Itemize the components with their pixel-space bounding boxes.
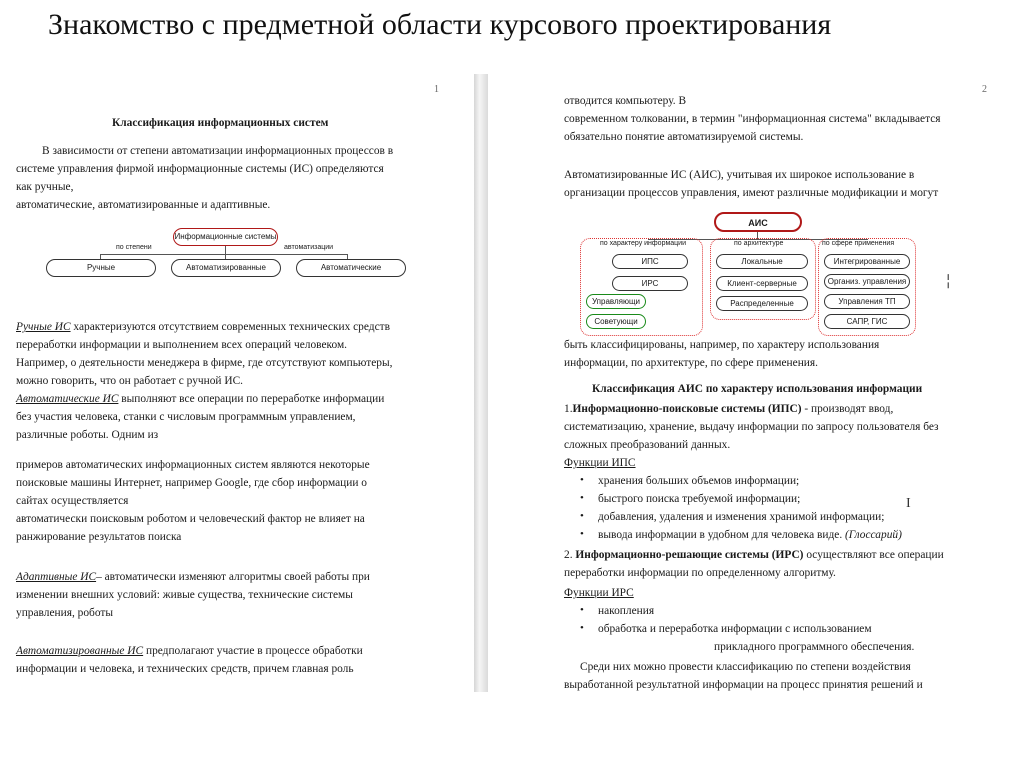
paragraph-line: различные роботы. Одним из	[16, 429, 159, 441]
page-divider	[474, 74, 488, 692]
paragraph-line: переработки информации и выполнением всех операций человеком.	[16, 339, 348, 351]
diagram-node: Организ. управления	[824, 274, 910, 289]
term: Информационно-решающие системы (ИРС)	[575, 549, 804, 561]
paragraph-line: без участия человека, станки с числовым программным управлением,	[16, 411, 356, 423]
paragraph-line: современном толковании, в термин "информационная система" вкладывается	[564, 113, 941, 125]
bullet-icon: •	[580, 492, 584, 504]
diagram-root-node: Информационные системы	[173, 228, 278, 246]
diagram-node-green: Управляющи	[586, 294, 646, 309]
paragraph-line: Среди них можно провести классификацию по степени воздействия	[580, 661, 911, 673]
diagram-label: по степени	[116, 244, 152, 251]
connector-line	[225, 246, 226, 254]
text-cursor-icon: ╎	[944, 275, 953, 290]
list-item: обработка и переработка информации с использованием	[598, 623, 872, 635]
paragraph-line: как ручные,	[16, 181, 74, 193]
diagram-node: Автоматизированные	[171, 259, 281, 277]
paragraph-line: Автоматизированные ИС (АИС), учитывая их широкое использование в	[564, 169, 915, 181]
list-item: накопления	[598, 605, 655, 617]
paragraph-line: автоматически поисковым роботом и человеческий фактор не влияет на	[16, 513, 365, 525]
document-page-right	[488, 78, 1016, 693]
diagram-node: Локальные	[716, 254, 808, 269]
term: Ручные ИС	[16, 321, 71, 333]
paragraph-line: обязательно понятие автоматизируемой системы.	[564, 131, 804, 143]
paragraph-line: отводится компьютеру. В	[564, 95, 687, 107]
list-item: добавления, удаления и изменения хранимой информации;	[598, 511, 885, 523]
list-item-continuation: прикладного программного обеспечения.	[714, 641, 915, 653]
diagram-node: Интегрированные	[824, 254, 910, 269]
paragraph-line: В зависимости от степени автоматизации информационных процессов в	[42, 145, 394, 157]
bullet-icon: •	[580, 604, 584, 616]
diagram-node: САПР, ГИС	[824, 314, 910, 329]
term: Автоматические ИС	[16, 393, 119, 405]
paragraph-line: информации, по архитектуре, по сфере применения.	[564, 357, 818, 369]
section-heading: Классификация информационных систем	[112, 117, 329, 129]
diagram-node: Клиент-серверные	[716, 276, 808, 291]
page-number: 1	[434, 84, 439, 95]
paragraph-line: Ручные ИС характеризуются отсутствием современных технических средств	[16, 321, 390, 333]
term: Автоматизированные ИС	[16, 645, 144, 657]
bullet-icon: •	[580, 528, 584, 540]
list-item: вывода информации в удобном для человека виде. (Глоссарий)	[598, 529, 902, 541]
diagram-root-node: АИС	[714, 212, 802, 232]
paragraph-line: Например, о деятельности менеджера в фирме, где отсутствуют компьютеры,	[16, 357, 393, 369]
bullet-icon: •	[580, 474, 584, 486]
slide-title: Знакомство с предметной области курсового проектирования	[48, 8, 832, 41]
diagram-node: ИРС	[612, 276, 688, 291]
bullet-icon: •	[580, 510, 584, 522]
paragraph-line: автоматические, автоматизированные и адаптивные.	[16, 199, 271, 211]
paragraph-line: Автоматизированные ИС предполагают участие в процессе обработки	[16, 645, 363, 657]
group-label: по характеру информации	[600, 240, 687, 247]
diagram-node: Ручные	[46, 259, 156, 277]
group-label: по архитектуре	[734, 240, 784, 247]
diagram-node: Распределенные	[716, 296, 808, 311]
paragraph-line: сайтах осуществляется	[16, 495, 129, 507]
paragraph-line: переработки информации по определенному алгоритму.	[564, 567, 836, 579]
diagram-label: автоматизации	[284, 244, 334, 251]
group-label: по сфере применения	[822, 240, 895, 247]
paragraph-line: 1.Информационно-поисковые системы (ИПС) - производят ввод,	[564, 403, 894, 415]
connector-line	[100, 254, 347, 255]
term: Адаптивные ИС	[16, 571, 97, 583]
paragraph-line: систематизацию, хранение, выдачу информации по запросу пользователя без	[564, 421, 939, 433]
paragraph-line: 2. Информационно-решающие системы (ИРС) осуществляют все операции	[564, 549, 944, 561]
paragraph-line: быть классифицированы, например, по характеру использования	[564, 339, 880, 351]
paragraph-line: примеров автоматических информационных систем являются некоторые	[16, 459, 370, 471]
paragraph-line: ранжирование результатов поиска	[16, 531, 182, 543]
list-title: Функции ИРС	[564, 587, 634, 599]
diagram-node: Управления ТП	[824, 294, 910, 309]
paragraph-line: сложных преобразований данных.	[564, 439, 731, 451]
list-item: быстрого поиска требуемой информации;	[598, 493, 801, 505]
paragraph-line: Адаптивные ИС– автоматически изменяют алгоритмы своей работы при	[16, 571, 370, 583]
diagram-node: ИПС	[612, 254, 688, 269]
paragraph-line: изменении внешних условий: живые существа, технические системы	[16, 589, 353, 601]
diagram-node: Автоматические	[296, 259, 406, 277]
section-heading: Классификация АИС по характеру использования информации	[592, 383, 923, 395]
paragraph-line: организации процессов управления, имеют различные модификации и могут	[564, 187, 939, 199]
list-item: хранения больших объемов информации;	[598, 475, 800, 487]
document-page-left	[6, 78, 468, 693]
term: Информационно-поисковые системы (ИПС)	[572, 403, 802, 415]
paragraph-line: системе управления фирмой информационные системы (ИС) определяются	[16, 163, 384, 175]
glossary-link[interactable]: (Глоссарий)	[845, 529, 902, 541]
paragraph-line: выработанной результатной информации на процесс принятия решений и	[564, 679, 923, 691]
page-number: 2	[982, 84, 987, 95]
paragraph-line: информации и человека, и технических средств, причем главная роль	[16, 663, 354, 675]
diagram-node-green: Советующи	[586, 314, 646, 329]
bullet-icon: •	[580, 622, 584, 634]
list-title: Функции ИПС	[564, 457, 636, 469]
paragraph-line: управления, роботы	[16, 607, 113, 619]
paragraph-line: Автоматические ИС выполняют все операции по переработке информации	[16, 393, 385, 405]
paragraph-line: можно говорить, что он работает с ручной ИС.	[16, 375, 244, 387]
text-cursor-icon: I	[906, 496, 911, 511]
paragraph-line: поисковые машины Интернет, например Google, где сбор информации о	[16, 477, 367, 489]
